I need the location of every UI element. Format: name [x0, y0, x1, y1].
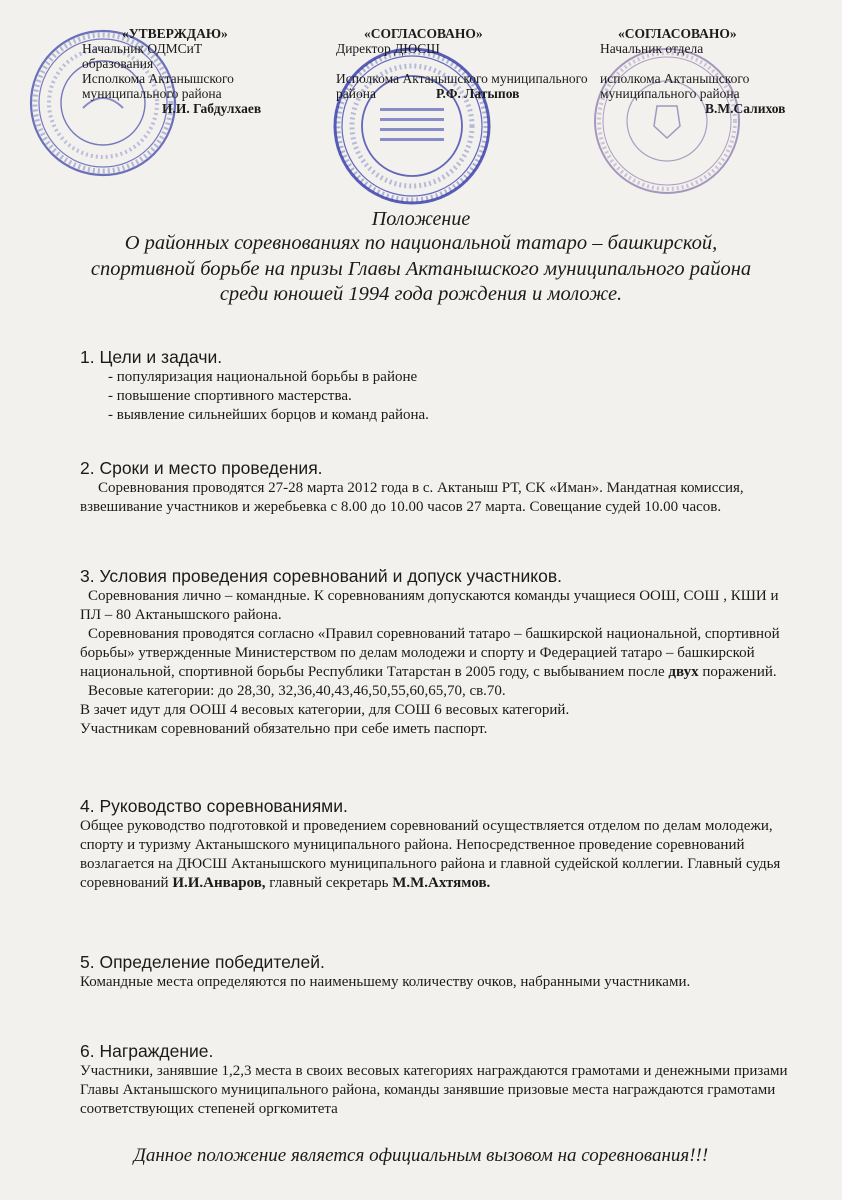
title-main: Положение: [371, 208, 471, 230]
approval-heading: «СОГЛАСОВАНО»: [618, 26, 737, 41]
section-text: В зачет идут для ООШ 4 весовых категории, для СОШ 6 весовых категорий.: [80, 702, 570, 718]
approval-block-approve: [82, 26, 322, 116]
section-awards: [80, 1040, 800, 1119]
text-fragment: Общее руководство подготовкой и проведением соревнований осуществляется отделом по делам молодежи, спорту и туризму Актанышского муниципального района. Непосредственное проведение соревнований возлагается на ДЮСШ Актанышского муниципального района и главной судейской коллегии. Главный судья соревнований: [80, 818, 781, 891]
chief-judge: И.И.Анваров,: [172, 875, 266, 891]
list-item: - популяризация национальной борьбы в районе: [108, 369, 418, 385]
approval-block-agreed-director: [336, 26, 586, 101]
approval-signer: В.М.Салихов: [705, 101, 786, 116]
approval-line: Начальник ОДМСиТ: [82, 41, 203, 56]
weight-categories: Весовые категории: до 28,30, 32,36,40,43,46,50,55,60,65,70, св.70.: [88, 683, 506, 699]
section-text: Соревнования лично – командные. К соревнованиям допускаются команды учащиеся ООШ, СОШ , КШИ и ПЛ – 80 Актанышского района.: [80, 588, 779, 623]
section-heading: 6. Награждение.: [80, 1041, 214, 1061]
approval-line: района: [336, 86, 376, 101]
title-line: спортивной борьбе на призы Главы Актанышского муниципального района: [90, 257, 752, 280]
title-line: О районных соревнованиях по национальной татаро – башкирской,: [124, 232, 718, 254]
section-text: [80, 817, 800, 893]
section-text: [80, 625, 800, 682]
section-dates-place: [80, 457, 800, 517]
section-text: Участникам соревнований обязательно при себе иметь паспорт.: [80, 721, 488, 737]
section-goals: [80, 346, 800, 425]
approval-line: образования: [82, 56, 154, 71]
section-text: Командные места определяются по наименьшему количеству очков, набранными участниками.: [80, 974, 691, 990]
approval-line: [600, 56, 830, 71]
text-bold: двух: [668, 664, 699, 680]
approval-line: Исполкома Актанышского: [82, 71, 234, 86]
approval-signer: Р.Ф. Латыпов: [436, 86, 520, 101]
list-item: - выявление сильнейших борцов и команд района.: [108, 407, 429, 423]
approval-signer: И.И. Габдулхаев: [162, 101, 262, 116]
section-text: Участники, занявшие 1,2,3 места в своих весовых категориях награждаются грамотами и денежными призами Главы Актанышского муниципального района, команды занявшие призовые места награждаются грамотами соответствующих степеней оргкомитета: [80, 1063, 788, 1117]
approval-line: исполкома Актанышского: [600, 71, 750, 86]
approval-block-agreed-department: [600, 26, 830, 116]
approval-line: [336, 56, 586, 71]
section-heading: 5. Определение победителей.: [80, 952, 325, 972]
section-winners: [80, 951, 800, 992]
approval-heading: «УТВЕРЖДАЮ»: [122, 26, 228, 41]
section-conditions: [80, 565, 800, 739]
approval-line: муниципального района: [82, 86, 222, 101]
section-heading: 4. Руководство соревнованиями.: [80, 796, 348, 816]
official-call-note: Данное положение является официальным вызовом на соревнования!!!: [133, 1145, 709, 1166]
approval-heading: «СОГЛАСОВАНО»: [364, 26, 483, 41]
section-heading: 2. Сроки и место проведения.: [80, 458, 323, 478]
section-management: [80, 795, 800, 893]
text-fragment: Соревнования проводятся согласно «Правил соревнований татаро – башкирской национальной, спортивной борьбы» утвержденные Министерством по делам молодежи и спорту и Федерацией татаро – башкирской национальной, спортивной борьбы Республики Татарстан в 2005 году, с выбыванием после: [80, 626, 780, 680]
section-heading: 1. Цели и задачи.: [80, 347, 223, 367]
approval-line: Исполкома Актанышского муниципального: [336, 71, 588, 86]
text-fragment: главный секретарь: [265, 875, 393, 891]
title-line: среди юношей 1994 года рождения и моложе.: [219, 283, 623, 305]
text-fragment: поражений.: [698, 664, 777, 680]
list-item: - повышение спортивного мастерства.: [108, 388, 352, 404]
section-text: Соревнования проводятся 27-28 марта 2012 года в с. Актаныш РТ, СК «Иман». Мандатная комиссия, взвешивание участников и жеребьевка с 8.00 до 10.00 часов 27 марта. Совещание судей 10.00 часов.: [80, 480, 744, 515]
approval-line: муниципального района: [600, 86, 740, 101]
document-title: [60, 207, 782, 308]
section-heading: 3. Условия проведения соревнований и допуск участников.: [80, 566, 562, 586]
approval-line: Директор ДЮСШ: [336, 41, 440, 56]
chief-secretary: М.М.Ахтямов.: [392, 875, 491, 891]
approval-line: Начальник отдела: [600, 41, 704, 56]
